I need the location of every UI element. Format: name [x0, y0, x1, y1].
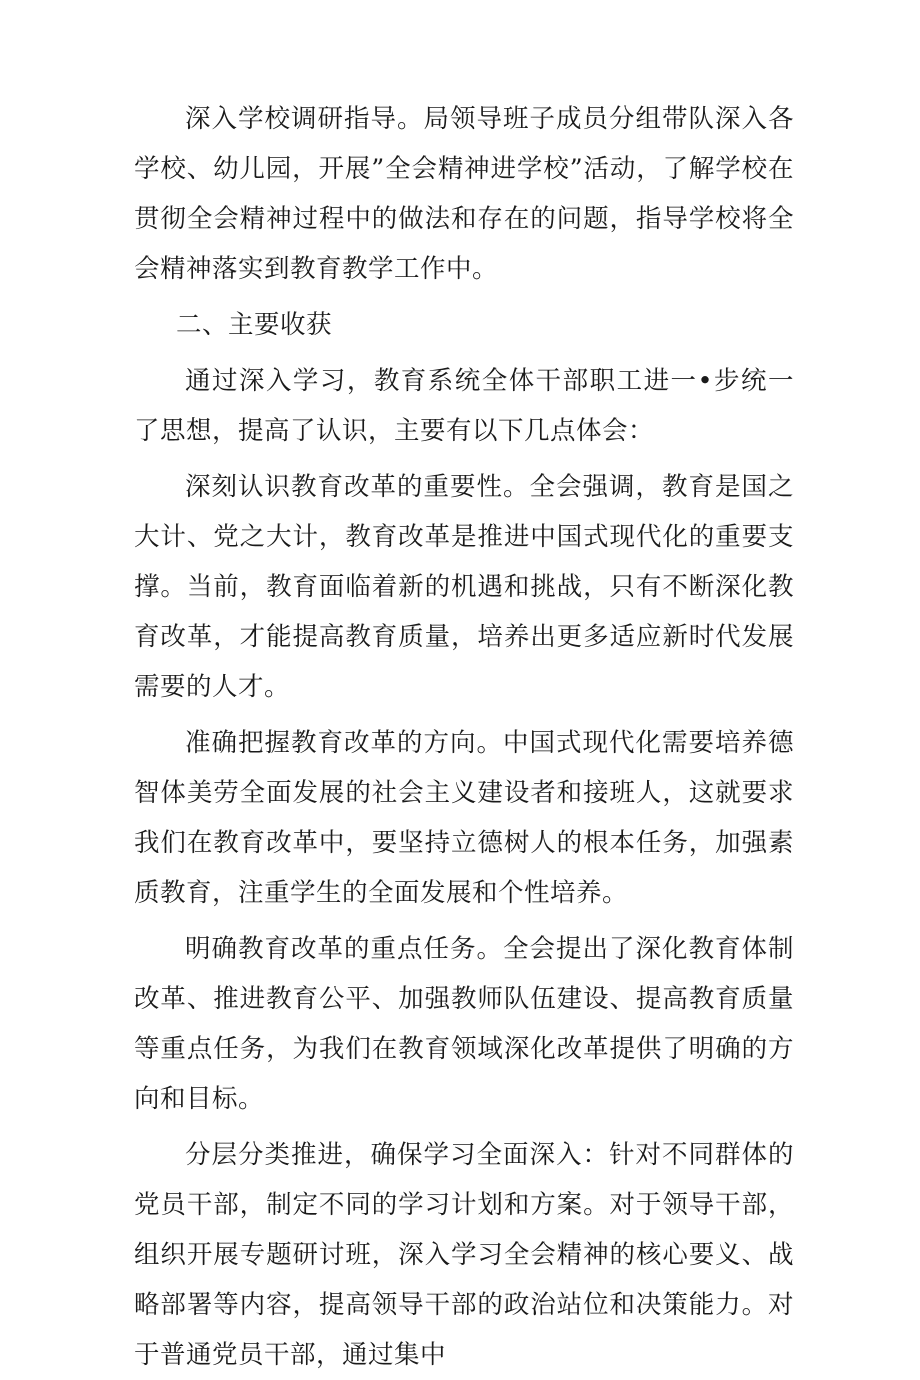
paragraph-layered-study: 分层分类推进，确保学习全面深入：针对不同群体的党员干部，制定不同的学习计划和方案。对于领导干部，组织开展专题研讨班，深入学习全会精神的核心要义、战略部署等内容，提高领导干部的政治站位和决策能力。对于普通党员干部，通过集中 — [134, 1140, 794, 1370]
paragraph-direction: 准确把握教育改革的方向。中国式现代化需要培养德智体美劳全面发展的社会主义建设者和接班人，这就要求我们在教育改革中，要坚持立德树人的根本任务，加强素质教育，注重学生的全面发展和个性培养。 — [134, 728, 794, 908]
paragraph-key-tasks: 明确教育改革的重点任务。全会提出了深化教育体制改革、推进教育公平、加强教师队伍建设、提高教育质量等重点任务，为我们在教育领域深化改革提供了明确的方向和目标。 — [134, 934, 794, 1114]
paragraph-intro-gains: 通过深入学习，教育系统全体干部职工进一•步统一了思想，提高了认识，主要有以下几点体会： — [134, 366, 794, 446]
section-heading-main-gains: 二、主要收获 — [176, 310, 333, 340]
paragraph-importance: 深刻认识教育改革的重要性。全会强调，教育是国之大计、党之大计，教育改革是推进中国式现代化的重要支撑。当前，教育面临着新的机遇和挑战，只有不断深化教育改革，才能提高教育质量，培养出更多适应新时代发展需要的人才。 — [134, 472, 794, 702]
paragraph-school-research: 深入学校调研指导。局领导班子成员分组带队深入各学校、幼儿园，开展”全会精神进学校”活动，了解学校在贯彻全会精神过程中的做法和存在的问题，指导学校将全会精神落实到教育教学工作中。 — [134, 104, 794, 284]
document-body — [134, 94, 794, 1380]
